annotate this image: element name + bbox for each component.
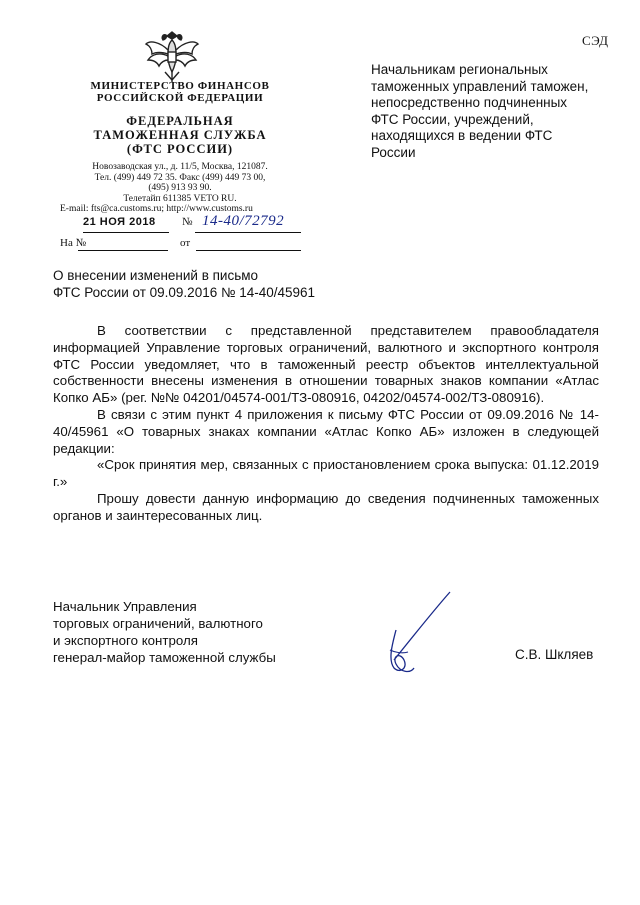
- phone-line: Тел. (499) 449 72 35. Факс (499) 449 73 00,: [94, 172, 266, 183]
- body-paragraph: В соответствии с представленной представителем правообладателя информацией Управление торговых ограничений, валютного и экспортного контроля ФТС России уведомляет, что в таможенный реестр объектов интеллектуальной собственности внесены изменения в отношении товарных знаков компании «Атлас Копко АБ» (рег. №№ 04201/04574-001/ТЗ-080916, 04202/04574-002/ТЗ-080916).: [53, 323, 599, 406]
- letterhead: [60, 80, 300, 215]
- letter-body: [53, 323, 599, 525]
- contacts: [60, 162, 300, 215]
- signer-title: Начальник Управления торговых ограничений, валютного и экспортного контроля генерал-майор таможенной службы: [53, 599, 276, 665]
- subject: О внесении изменений в письмо ФТС России от 09.09.2016 № 14-40/45961: [53, 268, 316, 300]
- reply-date-underline: [196, 250, 301, 251]
- sed-mark: СЭД: [582, 33, 609, 48]
- address: Новозаводская ул., д. 11/5, Москва, 121087.: [92, 162, 268, 172]
- body-paragraph: Прошу довести данную информацию до сведения подчиненных таможенных органов и заинтересованных лиц.: [53, 490, 599, 523]
- telex: Телетайп 611385 VETO RU.: [123, 193, 237, 204]
- registration-number-label: №: [182, 216, 193, 228]
- ministry-name: МИНИСТЕРСТВО ФИНАНСОВ РОССИЙСКОЙ ФЕДЕРАЦИИ: [90, 80, 270, 104]
- coat-of-arms-icon: [143, 30, 201, 86]
- number-underline: [195, 232, 301, 233]
- reply-number-underline: [78, 250, 168, 251]
- body-paragraph: В связи с этим пункт 4 приложения к письму ФТС России от 09.09.2016 № 14-40/45961 «О товарных знаках компании «Атлас Копко АБ» изложен в следующей редакции:: [53, 406, 599, 456]
- phone-line-2: (495) 913 93 90.: [148, 183, 212, 193]
- signer-name: С.В. Шкляев: [515, 647, 594, 662]
- reply-to-date-label: от: [180, 237, 191, 249]
- registration-date: 21 НОЯ 2018: [83, 216, 156, 228]
- addressee: Начальникам региональных таможенных управлений таможен, непосредственно подчиненных ФТС России, учреждений, находящихся в ведении ФТС России: [371, 62, 589, 160]
- service-name: ФЕДЕРАЛЬНАЯ ТАМОЖЕННАЯ СЛУЖБА (ФТС РОССИИ): [93, 114, 267, 156]
- registration-number: 14-40/72792: [202, 213, 285, 229]
- signature-icon: [374, 590, 454, 680]
- reply-to-number-label: На №: [60, 237, 87, 249]
- date-underline: [83, 232, 169, 233]
- email-line: E-mail: fts@ca.customs.ru; http://www.customs.ru: [60, 204, 253, 214]
- body-paragraph: «Срок принятия мер, связанных с приостановлением срока выпуска: 01.12.2019 г.»: [53, 457, 599, 490]
